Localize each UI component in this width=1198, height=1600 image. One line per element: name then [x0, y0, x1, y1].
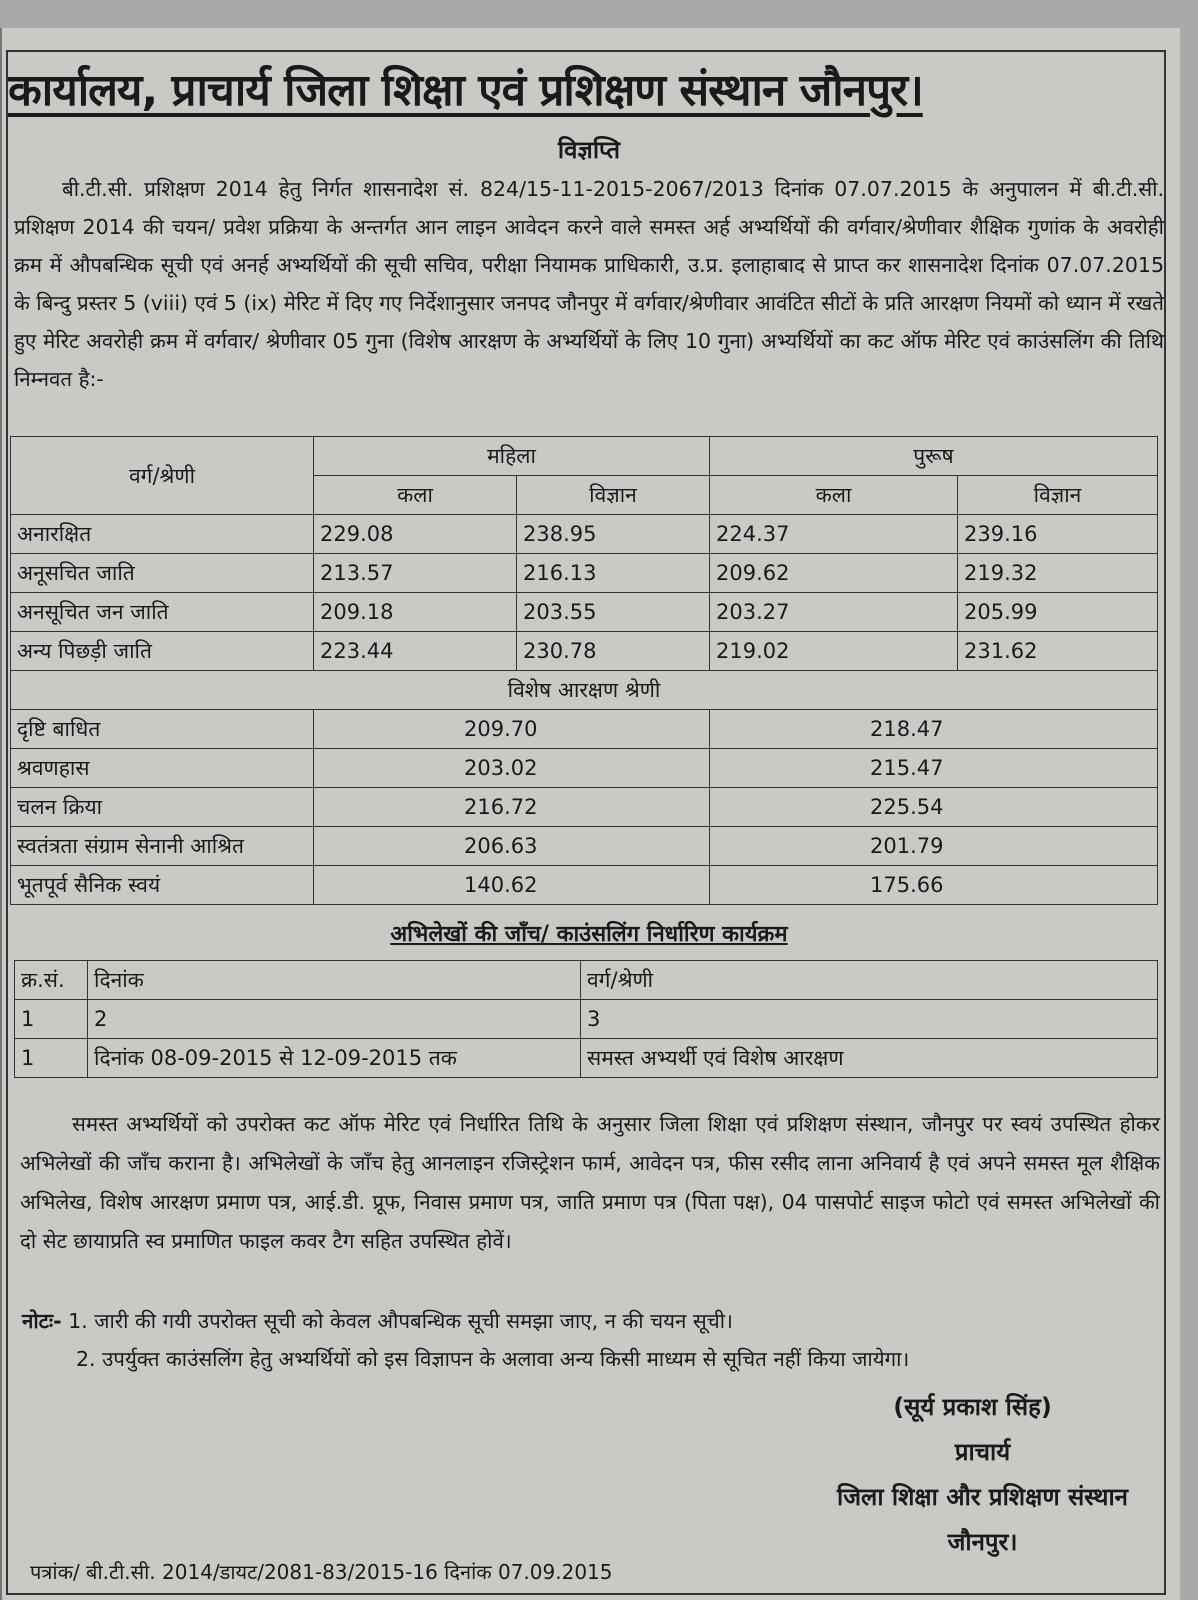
- notice-title: कार्यालय, प्राचार्य जिला शिक्षा एवं प्रशिक्षण संस्थान जौनपुर।: [8, 65, 923, 116]
- value-cell: 231.62: [958, 632, 1158, 671]
- value-cell: 230.78: [517, 632, 710, 671]
- value-cell: 218.47: [710, 710, 1158, 749]
- table-row: [11, 827, 1158, 866]
- table-row: [11, 515, 1158, 554]
- signature-block: [837, 1385, 1128, 1565]
- table-row: [11, 710, 1158, 749]
- value-cell: 224.37: [710, 515, 958, 554]
- category-cell: अनारक्षित: [11, 515, 314, 554]
- note-label: नोटः-: [22, 1309, 62, 1333]
- value-cell: 206.63: [314, 827, 710, 866]
- notes: [22, 1302, 1162, 1378]
- header-female-science: विज्ञान: [517, 476, 710, 515]
- category-cell: श्रवणहास: [11, 749, 314, 788]
- category-cell: 3: [581, 1000, 1158, 1039]
- value-cell: 203.27: [710, 593, 958, 632]
- date-cell: 2: [88, 1000, 581, 1039]
- value-cell: 223.44: [314, 632, 517, 671]
- header-serial: क्र.सं.: [15, 961, 88, 1000]
- cutoff-table: [10, 436, 1158, 905]
- header-female: महिला: [314, 437, 710, 476]
- category-cell: अनूसचित जाति: [11, 554, 314, 593]
- value-cell: 175.66: [710, 866, 1158, 905]
- value-cell: 238.95: [517, 515, 710, 554]
- special-reservation-heading: विशेष आरक्षण श्रेणी: [11, 671, 1158, 710]
- table-row: [11, 593, 1158, 632]
- table-row: [11, 554, 1158, 593]
- value-cell: 205.99: [958, 593, 1158, 632]
- signatory-place: जौनपुर।: [947, 1528, 1018, 1556]
- header-category: वर्ग/श्रेणी: [581, 961, 1158, 1000]
- header-date: दिनांक: [88, 961, 581, 1000]
- value-cell: 215.47: [710, 749, 1158, 788]
- instructions-paragraph: समस्त अभ्यर्थियों को उपरोक्त कट ऑफ मेरिट एवं निर्धारित तिथि के अनुसार जिला शिक्षा एवं प्रशिक्षण संस्थान, जौनपुर पर स्वयं उपस्थित होकर अभिलेखों की जाँच कराना है। अभिलेखों के जाँच हेतु आनलाइन रजिस्ट्रेशन फार्म, आवेदन पत्र, फीस रसीद लाना अनिवार्य है एवं अपने समस्त मूल शैक्षिक अभिलेख, विशेष आरक्षण प्रमाण पत्र, आई.डी. प्रूफ, निवास प्रमाण पत्र, जाति प्रमाण पत्र (पिता पक्ष), 04 पासपोर्ट साइज फोटो एवं समस्त अभिलेखों की दो सेट छायाप्रति स्व प्रमाणित फाइल कवर टैग सहित उपस्थित होवें।: [20, 1112, 1160, 1253]
- schedule-table: [14, 960, 1158, 1078]
- header-female-arts: कला: [314, 476, 517, 515]
- value-cell: 239.16: [958, 515, 1158, 554]
- category-cell: अन्य पिछड़ी जाति: [11, 632, 314, 671]
- serial-cell: 1: [15, 1039, 88, 1078]
- value-cell: 219.32: [958, 554, 1158, 593]
- serial-cell: 1: [15, 1000, 88, 1039]
- table-row: [11, 632, 1158, 671]
- header-male-arts: कला: [710, 476, 958, 515]
- value-cell: 201.79: [710, 827, 1158, 866]
- category-cell: स्वतंत्रता संग्राम सेनानी आश्रित: [11, 827, 314, 866]
- value-cell: 216.13: [517, 554, 710, 593]
- note-item-1: 1. जारी की गयी उपरोक्त सूची को केवल औपबन्धिक सूची समझा जाए, न की चयन सूची।: [68, 1309, 733, 1333]
- value-cell: 209.70: [314, 710, 710, 749]
- category-cell: चलन क्रिया: [11, 788, 314, 827]
- signatory-name: (सूर्य प्रकाश सिंह): [893, 1393, 1052, 1421]
- table-row: [15, 1039, 1158, 1078]
- signatory-institute: जिला शिक्षा और प्रशिक्षण संस्थान: [837, 1483, 1128, 1511]
- reference-number: पत्रांक/ बी.टी.सी. 2014/डायट/2081-83/2015-16 दिनांक 07.09.2015: [30, 1560, 613, 1584]
- value-cell: 219.02: [710, 632, 958, 671]
- value-cell: 225.54: [710, 788, 1158, 827]
- date-cell: दिनांक 08-09-2015 से 12-09-2015 तक: [88, 1039, 581, 1078]
- value-cell: 209.62: [710, 554, 958, 593]
- value-cell: 229.08: [314, 515, 517, 554]
- category-cell: समस्त अभ्यर्थी एवं विशेष आरक्षण: [581, 1039, 1158, 1078]
- intro-paragraph: बी.टी.सी. प्रशिक्षण 2014 हेतु निर्गत शासनादेश सं. 824/15-11-2015-2067/2013 दिनांक 07.07.2015 के अनुपालन में बी.टी.सी. प्रशिक्षण 2014 की चयन/ प्रवेश प्रक्रिया के अन्तर्गत आन लाइन आवेदन करने वाले समस्त अर्ह अभ्यर्थियों की वर्गवार/श्रेणीवार शैक्षिक गुणांक के अवरोही क्रम में औपबन्धिक सूची एवं अनर्ह अभ्यर्थियों की सूची सचिव, परीक्षा नियामक प्राधिकारी, उ.प्र. इलाहाबाद से प्राप्त कर शासनादेश दिनांक 07.07.2015 के बिन्दु प्रस्तर 5 (viii) एवं 5 (ix) मेरिट में दिए गए निर्देशानुसार जनपद जौनपुर में वर्गवार/श्रेणीवार आवंटित सीटों के प्रति आरक्षण नियमों को ध्यान में रखते हुए मेरिट अवरोही क्रम में वर्गवार/ श्रेणीवार 05 गुना (विशेष आरक्षण के अभ्यर्थियों के लिए 10 गुना) अभ्यर्थियों का कट ऑफ मेरिट एवं काउंसलिंग की तिथि निम्नवत है:-: [14, 177, 1164, 391]
- category-cell: अनसूचित जन जाति: [11, 593, 314, 632]
- value-cell: 213.57: [314, 554, 517, 593]
- table-row: [15, 1000, 1158, 1039]
- header-male-science: विज्ञान: [958, 476, 1158, 515]
- note-item-2: 2. उपर्युक्त काउंसलिंग हेतु अभ्यर्थियों को इस विज्ञापन के अलावा अन्य किसी माध्यम से सूचित नहीं किया जायेगा।: [76, 1347, 910, 1371]
- value-cell: 209.18: [314, 593, 517, 632]
- schedule-heading: अभिलेखों की जाँच/ काउंसलिंग निर्धारिण कार्यक्रम: [390, 922, 788, 947]
- signatory-designation: प्राचार्य: [954, 1438, 1011, 1466]
- value-cell: 140.62: [314, 866, 710, 905]
- value-cell: 216.72: [314, 788, 710, 827]
- category-cell: भूतपूर्व सैनिक स्वयं: [11, 866, 314, 905]
- header-category: वर्ग/श्रेणी: [11, 437, 314, 515]
- value-cell: 203.02: [314, 749, 710, 788]
- notice-subtitle: विज्ञप्ति: [557, 136, 621, 164]
- table-row: [11, 788, 1158, 827]
- table-row: [11, 749, 1158, 788]
- value-cell: 203.55: [517, 593, 710, 632]
- header-male: पुरूष: [710, 437, 1158, 476]
- category-cell: दृष्टि बाधित: [11, 710, 314, 749]
- table-row: [11, 866, 1158, 905]
